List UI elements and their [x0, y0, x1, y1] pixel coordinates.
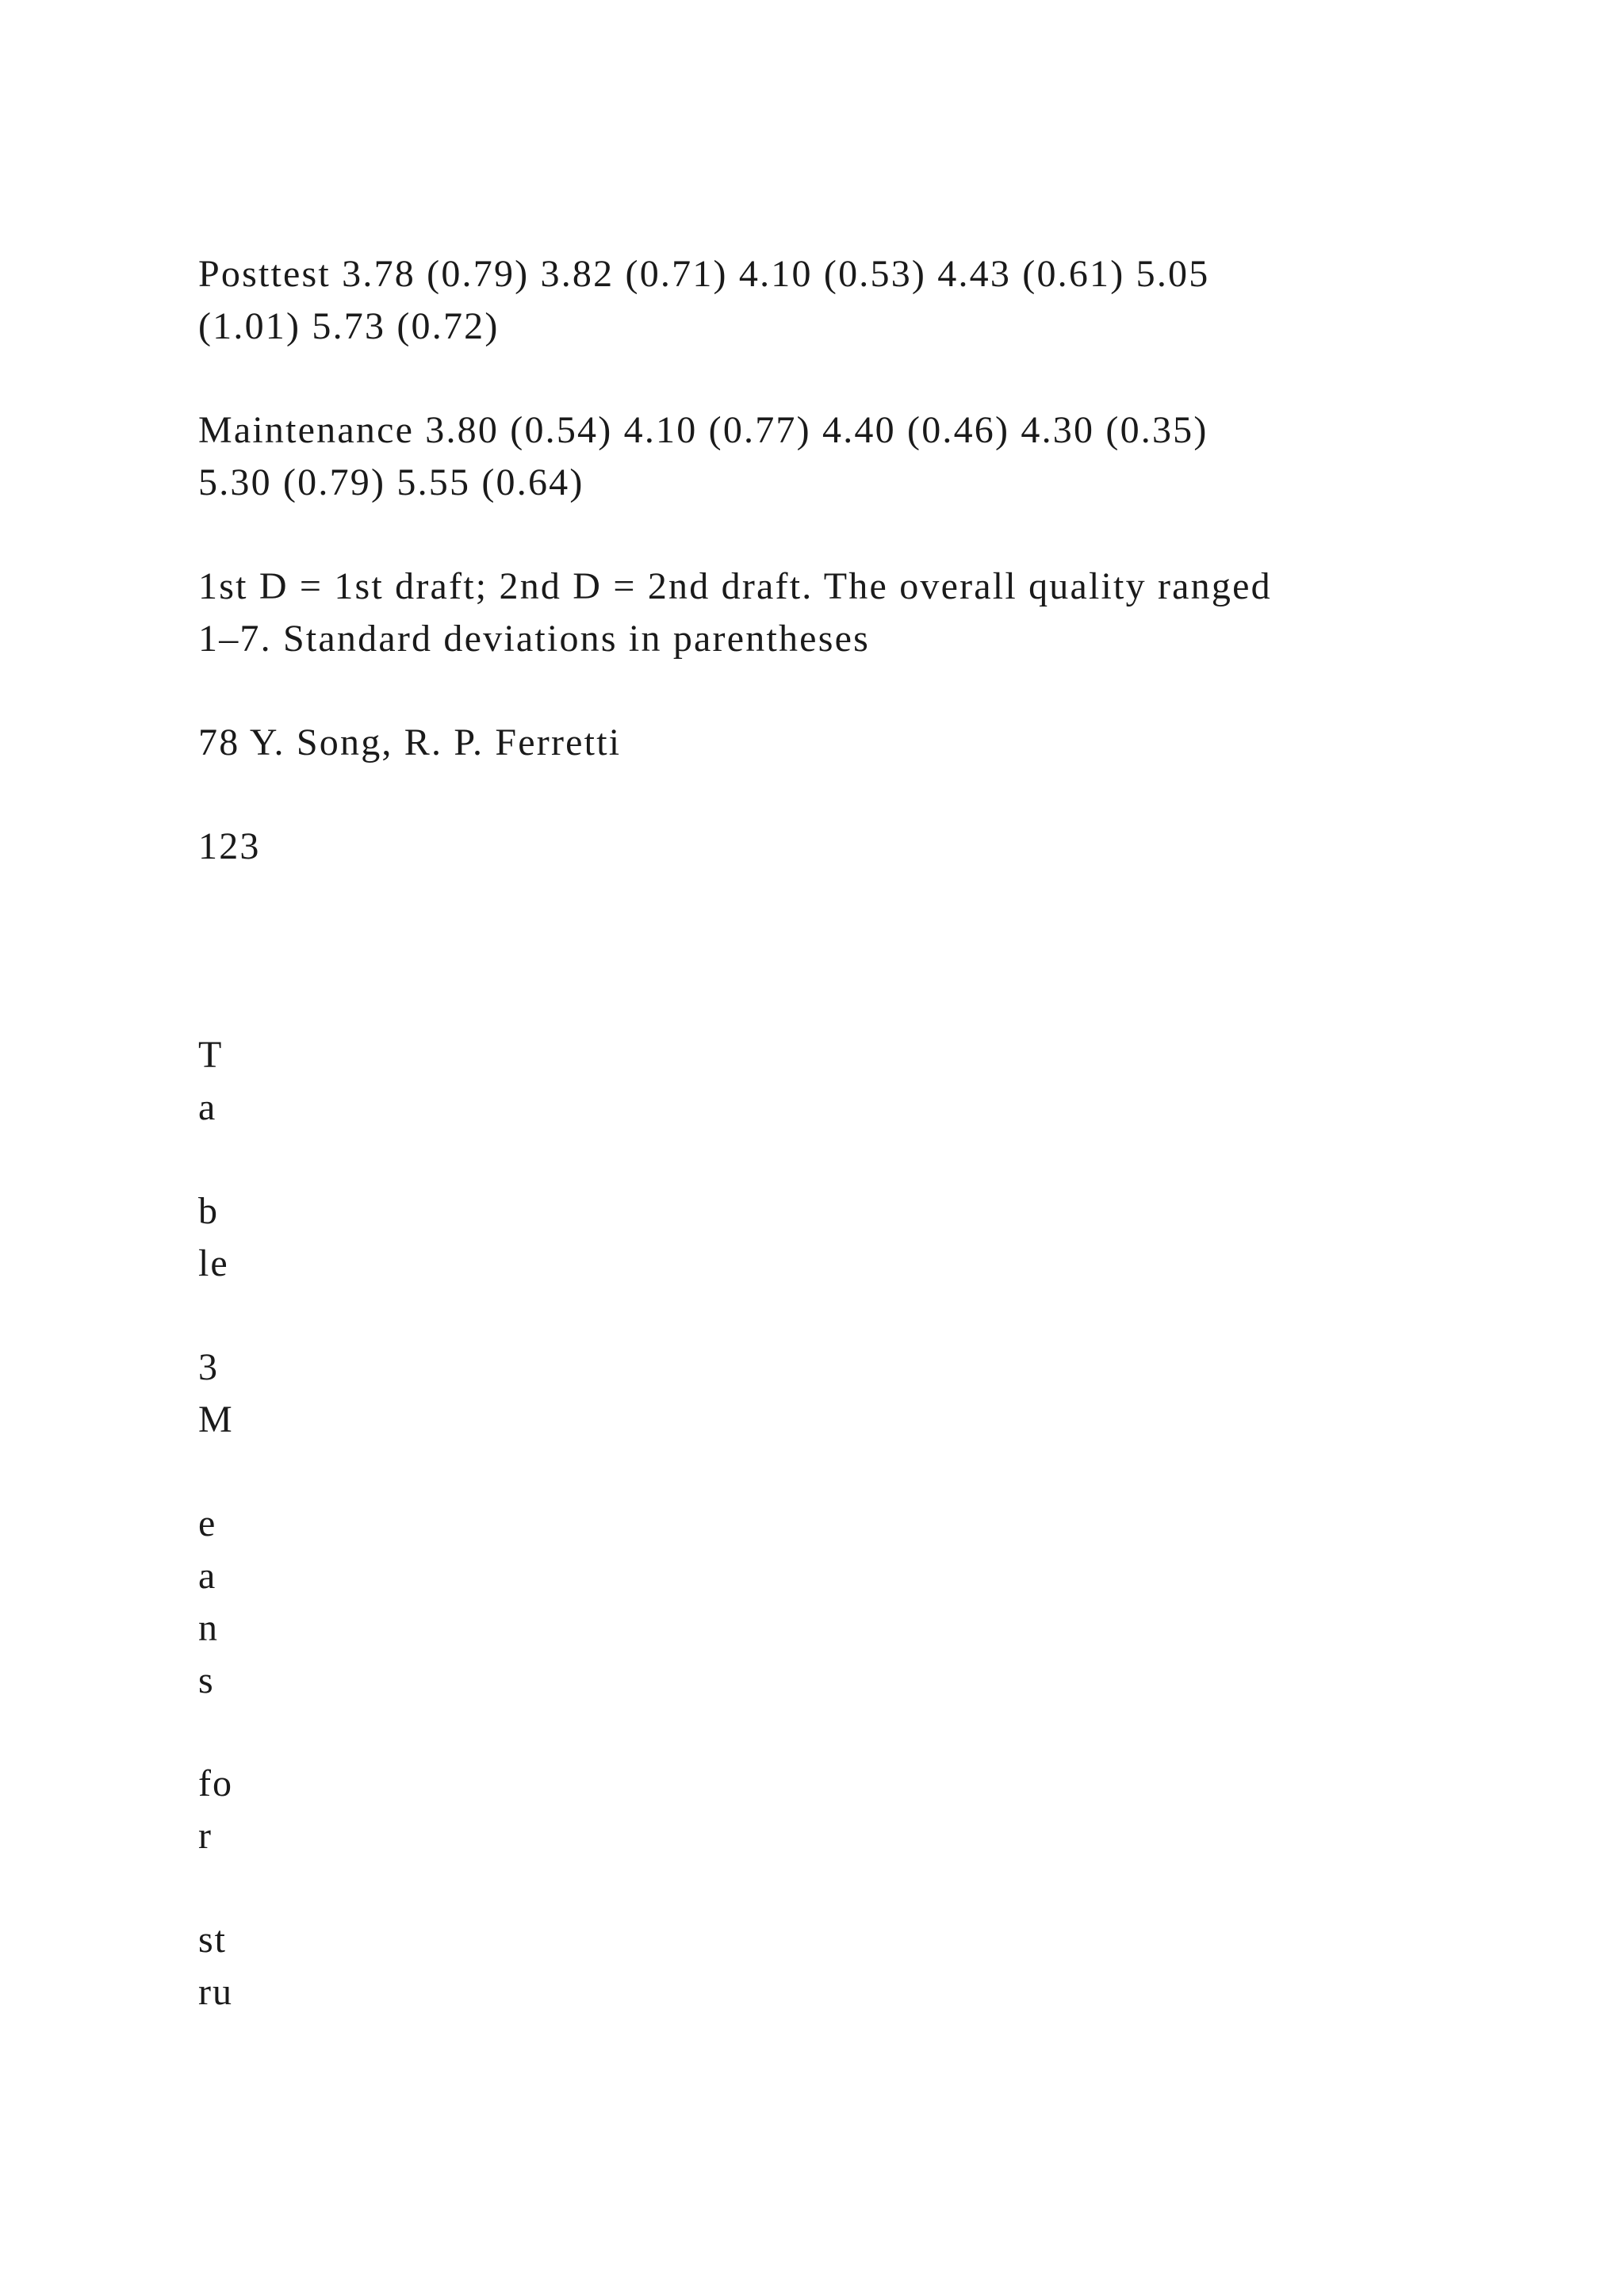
fragment-char: a	[198, 1555, 217, 1597]
fragment-char: st	[198, 1919, 228, 1961]
maintenance-line-1: Maintenance 3.80 (0.54) 4.10 (0.77) 4.40 (0.46) 4.30 (0.35)	[198, 409, 1208, 451]
fragment-char: M	[198, 1399, 234, 1441]
vertical-fragment-3	[198, 1341, 234, 1446]
posttest-row	[198, 248, 1499, 353]
fragment-char: ru	[198, 1971, 233, 2013]
running-head-text: 78 Y. Song, R. P. Ferretti	[198, 721, 622, 763]
table-note	[198, 561, 1499, 665]
fragment-char: a	[198, 1086, 217, 1128]
table-note-line-1: 1st D = 1st draft; 2nd D = 2nd draft. The overall quality ranged	[198, 565, 1272, 607]
fragment-char: T	[198, 1034, 224, 1076]
fragment-char: n	[198, 1607, 219, 1649]
fragment-char: s	[198, 1659, 215, 1701]
fragment-char: b	[198, 1190, 219, 1232]
fragment-char: 3	[198, 1346, 219, 1388]
posttest-line-1: Posttest 3.78 (0.79) 3.82 (0.71) 4.10 (0.53) 4.43 (0.61) 5.05	[198, 253, 1210, 295]
vertical-fragment-4	[198, 1498, 219, 1707]
vertical-fragment-6	[198, 1914, 233, 2019]
fragment-char: le	[198, 1242, 229, 1284]
journal-mark	[198, 821, 1499, 873]
posttest-line-2: (1.01) 5.73 (0.72)	[198, 305, 500, 347]
vertical-fragment-5	[198, 1758, 233, 1862]
fragment-char: e	[198, 1502, 217, 1544]
vertical-fragment-1	[198, 1029, 223, 1134]
fragment-char: r	[198, 1815, 213, 1857]
maintenance-row	[198, 404, 1499, 509]
table-note-line-2: 1–7. Standard deviations in parentheses	[198, 618, 870, 660]
fragment-char: fo	[198, 1762, 233, 1804]
vertical-fragment-2	[198, 1185, 229, 1290]
maintenance-line-2: 5.30 (0.79) 5.55 (0.64)	[198, 461, 584, 503]
running-head	[198, 717, 1499, 769]
journal-mark-text: 123	[198, 825, 261, 867]
